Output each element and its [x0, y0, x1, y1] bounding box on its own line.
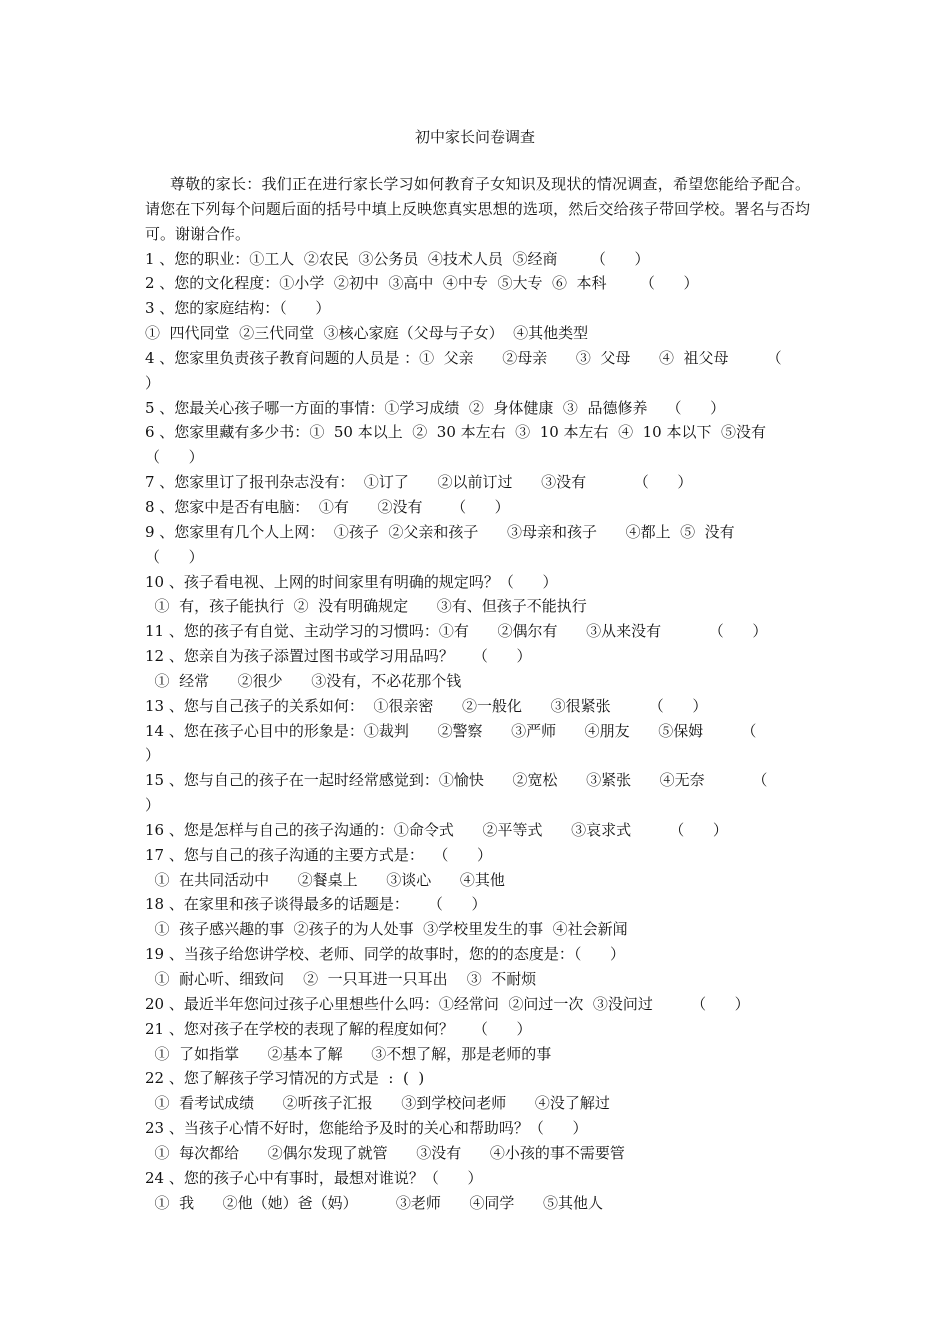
survey-line: ① 耐心听、细致问 ② 一只耳进一只耳出 ③ 不耐烦 — [145, 970, 537, 988]
survey-line: 24 、您的孩子心中有事时，最想对谁说？（ ） — [145, 1168, 483, 1187]
survey-line: 18 、在家里和孩子谈得最多的话题是： （ ） — [145, 895, 487, 914]
survey-line: 9 、您家里有几个人上网： ①孩子 ②父亲和孩子 ③母亲和孩子 ④都上 ⑤ 没有 — [145, 522, 735, 541]
survey-line: 2 、您的文化程度：①小学 ②初中 ③高中 ④中专 ⑤大专 ⑥ 本科 （ ） — [145, 274, 699, 293]
survey-line: 10 、孩子看电视、上网的时间家里有明确的规定吗？（ ） — [145, 572, 558, 591]
survey-line: ） — [145, 373, 161, 392]
survey-line: （ ） — [145, 448, 204, 467]
survey-line: 21 、您对孩子在学校的表现了解的程度如何？ （ ） — [145, 1019, 532, 1038]
survey-line: 20 、最近半年您问过孩子心里想些什么吗：①经常问 ②问过一次 ③没问过 （ ） — [145, 994, 750, 1013]
survey-line: 13 、您与自己孩子的关系如何： ①很亲密 ②一般化 ③很紧张 （ ） — [145, 696, 708, 715]
survey-line: （ ） — [145, 547, 204, 566]
survey-line: 7 、您家里订了报刊杂志没有： ①订了 ②以前订过 ③没有 （ ） — [145, 473, 693, 492]
survey-line: ① 我 ②他（她）爸（妈） ③老师 ④同学 ⑤其他人 — [145, 1193, 604, 1212]
survey-line: 12 、您亲自为孩子添置过图书或学习用品吗？ （ ） — [145, 647, 532, 666]
survey-line: ） — [145, 796, 161, 815]
survey-content — [145, 172, 810, 1215]
survey-line: ① 孩子感兴趣的事 ②孩子的为人处事 ③学校里发生的事 ④社会新闻 — [145, 920, 628, 939]
survey-line: ① 每次都给 ②偶尔发现了就管 ③没有 ④小孩的事不需要管 — [145, 1143, 625, 1162]
survey-line: ① 了如指掌 ②基本了解 ③不想了解，那是老师的事 — [145, 1044, 552, 1063]
intro-paragraph: 尊敬的家长：我们正在进行家长学习如何教育子女知识及现状的情况调查，希望您能给予配合。请您在下列每个问题后面的括号中填上反映您真实思想的选项，然后交给孩子带回学校。署名与否均可。谢谢合作。 — [145, 175, 810, 243]
survey-line: 8 、您家中是否有电脑： ①有 ②没有 （ ） — [145, 497, 510, 516]
survey-line: 23 、当孩子心情不好时，您能给予及时的关心和帮助吗？（ ） — [145, 1119, 588, 1138]
survey-line: ① 在共同活动中 ②餐桌上 ③谈心 ④其他 — [145, 870, 505, 889]
survey-line: 1 、您的职业：①工人 ②农民 ③公务员 ④技术人员 ⑤经商 （ ） — [145, 249, 650, 268]
survey-line: 3 、您的家庭结构：（ ） — [145, 299, 331, 318]
survey-line: 19 、当孩子给您讲学校、老师、同学的故事时，您的的态度是：（ ） — [145, 945, 625, 964]
survey-line: 17 、您与自己的孩子沟通的主要方式是： （ ） — [145, 845, 493, 864]
survey-line: 22 、您了解孩子学习情况的方式是 : ( ) — [145, 1069, 425, 1088]
page-title: 初中家长问卷调查 — [414, 128, 535, 146]
survey-line: 5 、您最关心孩子哪一方面的事情：①学习成绩 ② 身体健康 ③ 品德修养 （ ） — [145, 398, 726, 417]
survey-line: 16 、您是怎样与自己的孩子沟通的：①命令式 ②平等式 ③哀求式 （ ） — [145, 820, 728, 839]
question-list — [145, 247, 810, 1216]
survey-line: ① 经常 ②很少 ③没有，不必花那个钱 — [145, 671, 462, 690]
survey-line: ① 看考试成绩 ②听孩子汇报 ③到学校问老师 ④没了解过 — [145, 1094, 610, 1113]
survey-line: ① 有，孩子能执行 ② 没有明确规定 ③有、但孩子不能执行 — [145, 597, 587, 616]
survey-line: ） — [145, 746, 161, 765]
survey-line: 14 、您在孩子心目中的形象是：①裁判 ②警察 ③严师 ④朋友 ⑤保姆 （ — [145, 721, 757, 740]
survey-line: 15 、您与自己的孩子在一起时经常感觉到：①愉快 ②宽松 ③紧张 ④无奈 （ — [145, 771, 768, 790]
survey-line: 4 、您家里负责孩子教育问题的人员是 ：① 父亲 ②母亲 ③ 父母 ④ 祖父母 （ — [145, 348, 782, 367]
survey-line: ① 四代同堂 ②三代同堂 ③核心家庭（父母与子女） ④其他类型 — [145, 324, 589, 343]
survey-line: 6 、您家里藏有多少书：① 50 本以上 ② 30 本左右 ③ 10 本左右 ④ 10 本以下 ⑤没有 — [145, 423, 767, 442]
survey-line: 11 、您的孩子有自觉、主动学习的习惯吗：①有 ②偶尔有 ③从来没有 （ ） — [145, 622, 768, 641]
